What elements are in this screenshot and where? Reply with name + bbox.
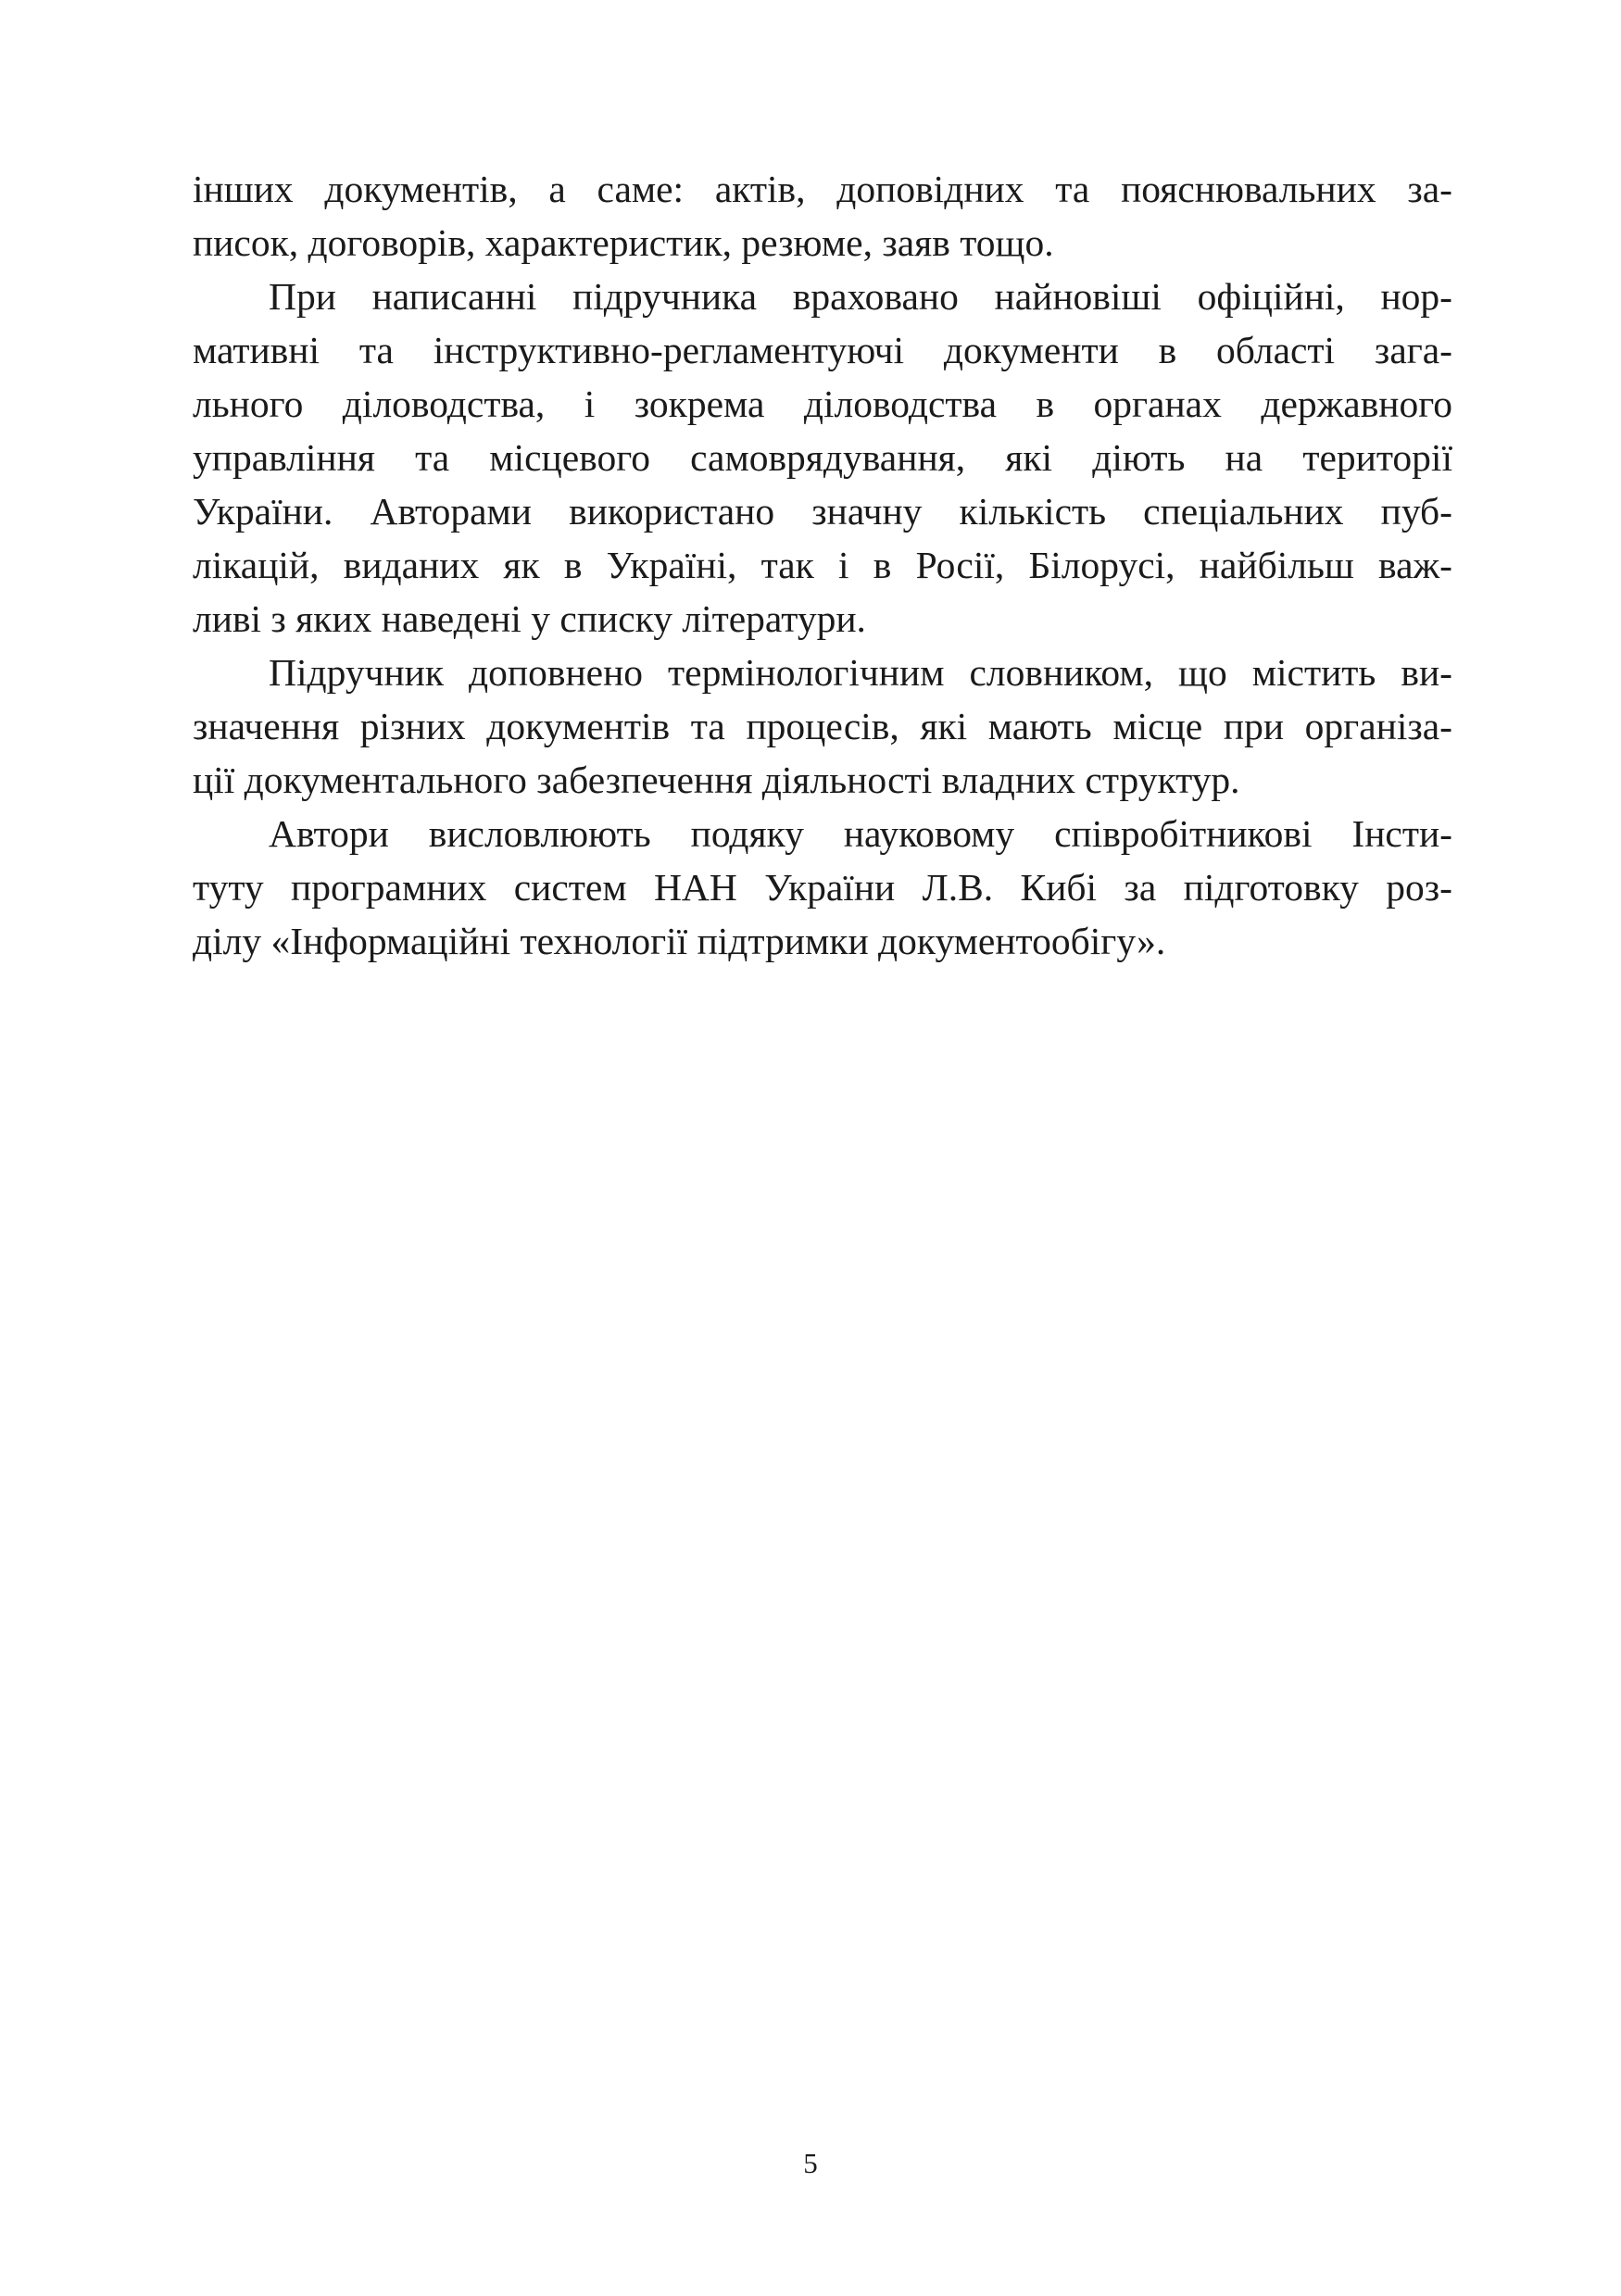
text-line-9: ливі з яких наведені у списку літератури.: [193, 597, 866, 640]
text-line-15: ділу «Інформаційні технології підтримки документообігу».: [193, 920, 1166, 962]
text-line-5: льного діловодства, і зокрема діловодства в органах державного: [193, 383, 1452, 425]
text-line-7: України. Авторами використано значну кількість спеціальних пуб-: [193, 490, 1452, 533]
text-line-13: Автори висловлюють подяку науковому співробітникові Інсти-: [269, 812, 1452, 855]
text-line-10: Підручник доповнено термінологічним словником, що містить ви-: [269, 651, 1452, 694]
text-line-6: управління та місцевого самоврядування, які діють на території: [193, 436, 1452, 479]
text-line-8: лікацій, виданих як в Україні, так і в Росії, Білорусі, найбільш важ-: [193, 544, 1452, 586]
text-line-2: писок, договорів, характеристик, резюме, заяв тощо.: [193, 221, 1054, 264]
text-line-4: мативні та інструктивно-регламентуючі документи в області зага-: [193, 329, 1452, 371]
body-text: [193, 162, 1452, 968]
text-line-11: значення різних документів та процесів, які мають місце при організа-: [193, 705, 1452, 747]
text-line-14: туту програмних систем НАН України Л.В. Кибі за підготовку роз-: [193, 866, 1452, 909]
text-line-1: інших документів, а саме: актів, доповідних та пояснювальних за-: [193, 168, 1452, 210]
text-line-3: При написанні підручника враховано найновіші офіційні, нор-: [269, 275, 1452, 318]
page-number: 5: [803, 2147, 818, 2179]
text-line-12: ції документального забезпечення діяльності владних структур.: [193, 759, 1240, 801]
